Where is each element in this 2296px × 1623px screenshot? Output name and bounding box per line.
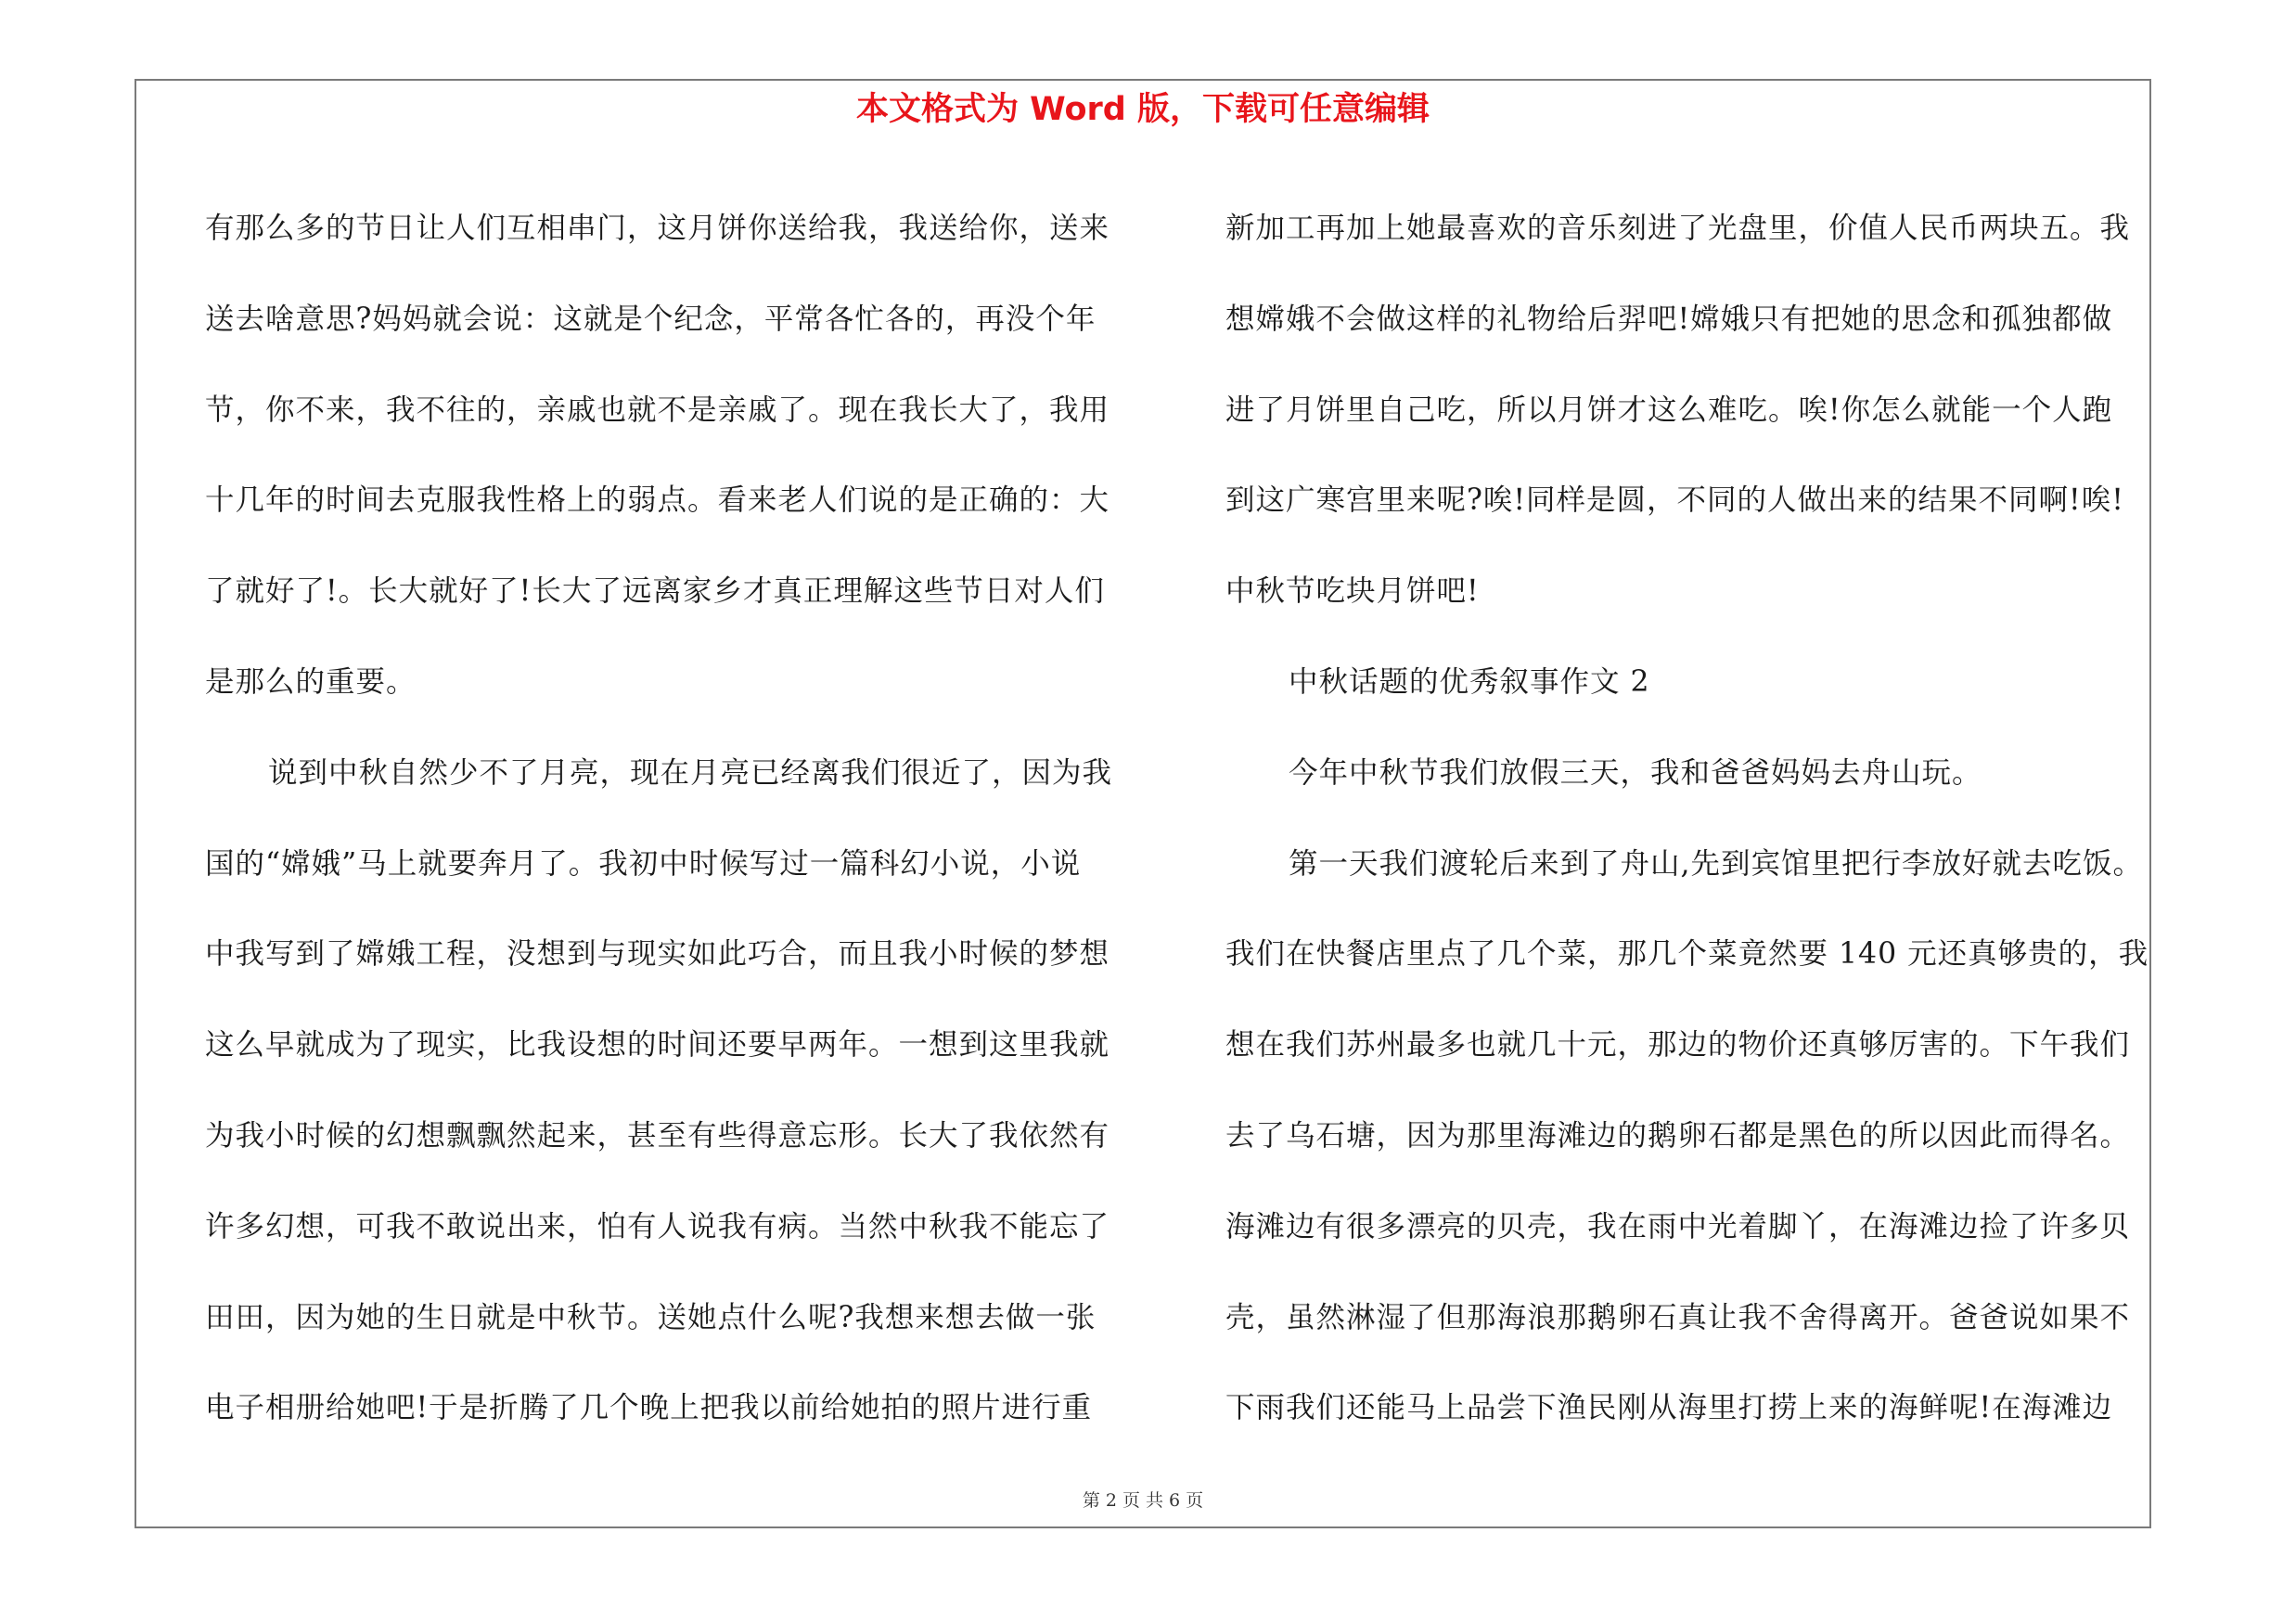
text-line: 下雨我们还能马上品尝下渔民刚从海里打捞上来的海鲜呢!在海滩边	[1225, 1391, 2113, 1425]
text-line: 了就好了!。长大就好了!长大了远离家乡才真正理解这些节日对人们	[205, 574, 1105, 609]
text-line: 我们在快餐店里点了几个菜，那几个菜竟然要 140 元还真够贵的，我	[1225, 937, 2149, 972]
text-line: 田田，因为她的生日就是中秋节。送她点什么呢?我想来想去做一张	[205, 1300, 1097, 1334]
text-line: 这么早就成为了现实，比我设想的时间还要早两年。一想到这里我就	[205, 1028, 1110, 1063]
text-line: 想在我们苏州最多也就几十元，那边的物价还真够厉害的。下午我们	[1225, 1028, 2131, 1063]
text-line: 许多幻想，可我不敢说出来，怕有人说我有病。当然中秋我不能忘了	[205, 1209, 1110, 1243]
paragraph-first-line: 说到中秋自然少不了月亮，现在月亮已经离我们很近了，因为我	[268, 755, 1113, 790]
text-line: 去了乌石塘，因为那里海滩边的鹅卵石都是黑色的所以因此而得名。	[1225, 1118, 2131, 1153]
text-line: 新加工再加上她最喜欢的音乐刻进了光盘里，价值人民币两块五。我	[1225, 212, 2131, 245]
paragraph-first-line: 第一天我们渡轮后来到了舟山,先到宾馆里把行李放好就去吃饭。	[1289, 846, 2144, 881]
text-line: 是那么的重要。	[205, 664, 417, 699]
text-line: 十几年的时间去克服我性格上的弱点。看来老人们说的是正确的：大	[205, 483, 1110, 518]
text-line: 中我写到了嫦娥工程，没想到与现实如此巧合，而且我小时候的梦想	[205, 937, 1110, 972]
text-line: 中秋节吃块月饼吧!	[1225, 574, 1480, 609]
text-line: 为我小时候的幻想飘飘然起来，甚至有些得意忘形。长大了我依然有	[205, 1118, 1110, 1153]
text-line: 有那么多的节日让人们互相串门，这月饼你送给我，我送给你，送来	[205, 212, 1110, 245]
left-text-column	[205, 184, 1133, 1454]
page-number-footer: 第 2 页 共 6 页	[1082, 1490, 1204, 1511]
text-line: 节，你不来，我不往的，亲戚也就不是亲戚了。现在我长大了，我用	[205, 393, 1110, 427]
text-line: 海滩边有很多漂亮的贝壳，我在雨中光着脚丫，在海滩边捡了许多贝	[1225, 1209, 2131, 1243]
right-text-column	[1225, 184, 2153, 1454]
text-line: 到这广寒宫里来呢?唉!同样是圆，不同的人做出来的结果不同啊!唉!	[1225, 483, 2124, 518]
word-format-banner: 本文格式为 Word 版，下载可任意编辑	[855, 91, 1430, 128]
text-line: 电子相册给她吧!于是折腾了几个晚上把我以前给她拍的照片进行重	[205, 1391, 1093, 1425]
section-heading: 中秋话题的优秀叙事作文 2	[1289, 664, 1650, 699]
paragraph-first-line: 今年中秋节我们放假三天，我和爸爸妈妈去舟山玩。	[1289, 755, 1982, 790]
text-line: 进了月饼里自己吃，所以月饼才这么难吃。唉!你怎么就能一个人跑	[1225, 393, 2113, 427]
text-line: 国的“嫦娥”马上就要奔月了。我初中时候写过一篇科幻小说，小说	[205, 846, 1082, 881]
text-line: 壳，虽然淋湿了但那海浪那鹅卵石真让我不舍得离开。爸爸说如果不	[1225, 1300, 2131, 1334]
text-line: 想嫦娥不会做这样的礼物给后羿吧!嫦娥只有把她的思念和孤独都做	[1225, 302, 2113, 336]
text-line: 送去啥意思?妈妈就会说：这就是个纪念，平常各忙各的，再没个年	[205, 302, 1097, 336]
